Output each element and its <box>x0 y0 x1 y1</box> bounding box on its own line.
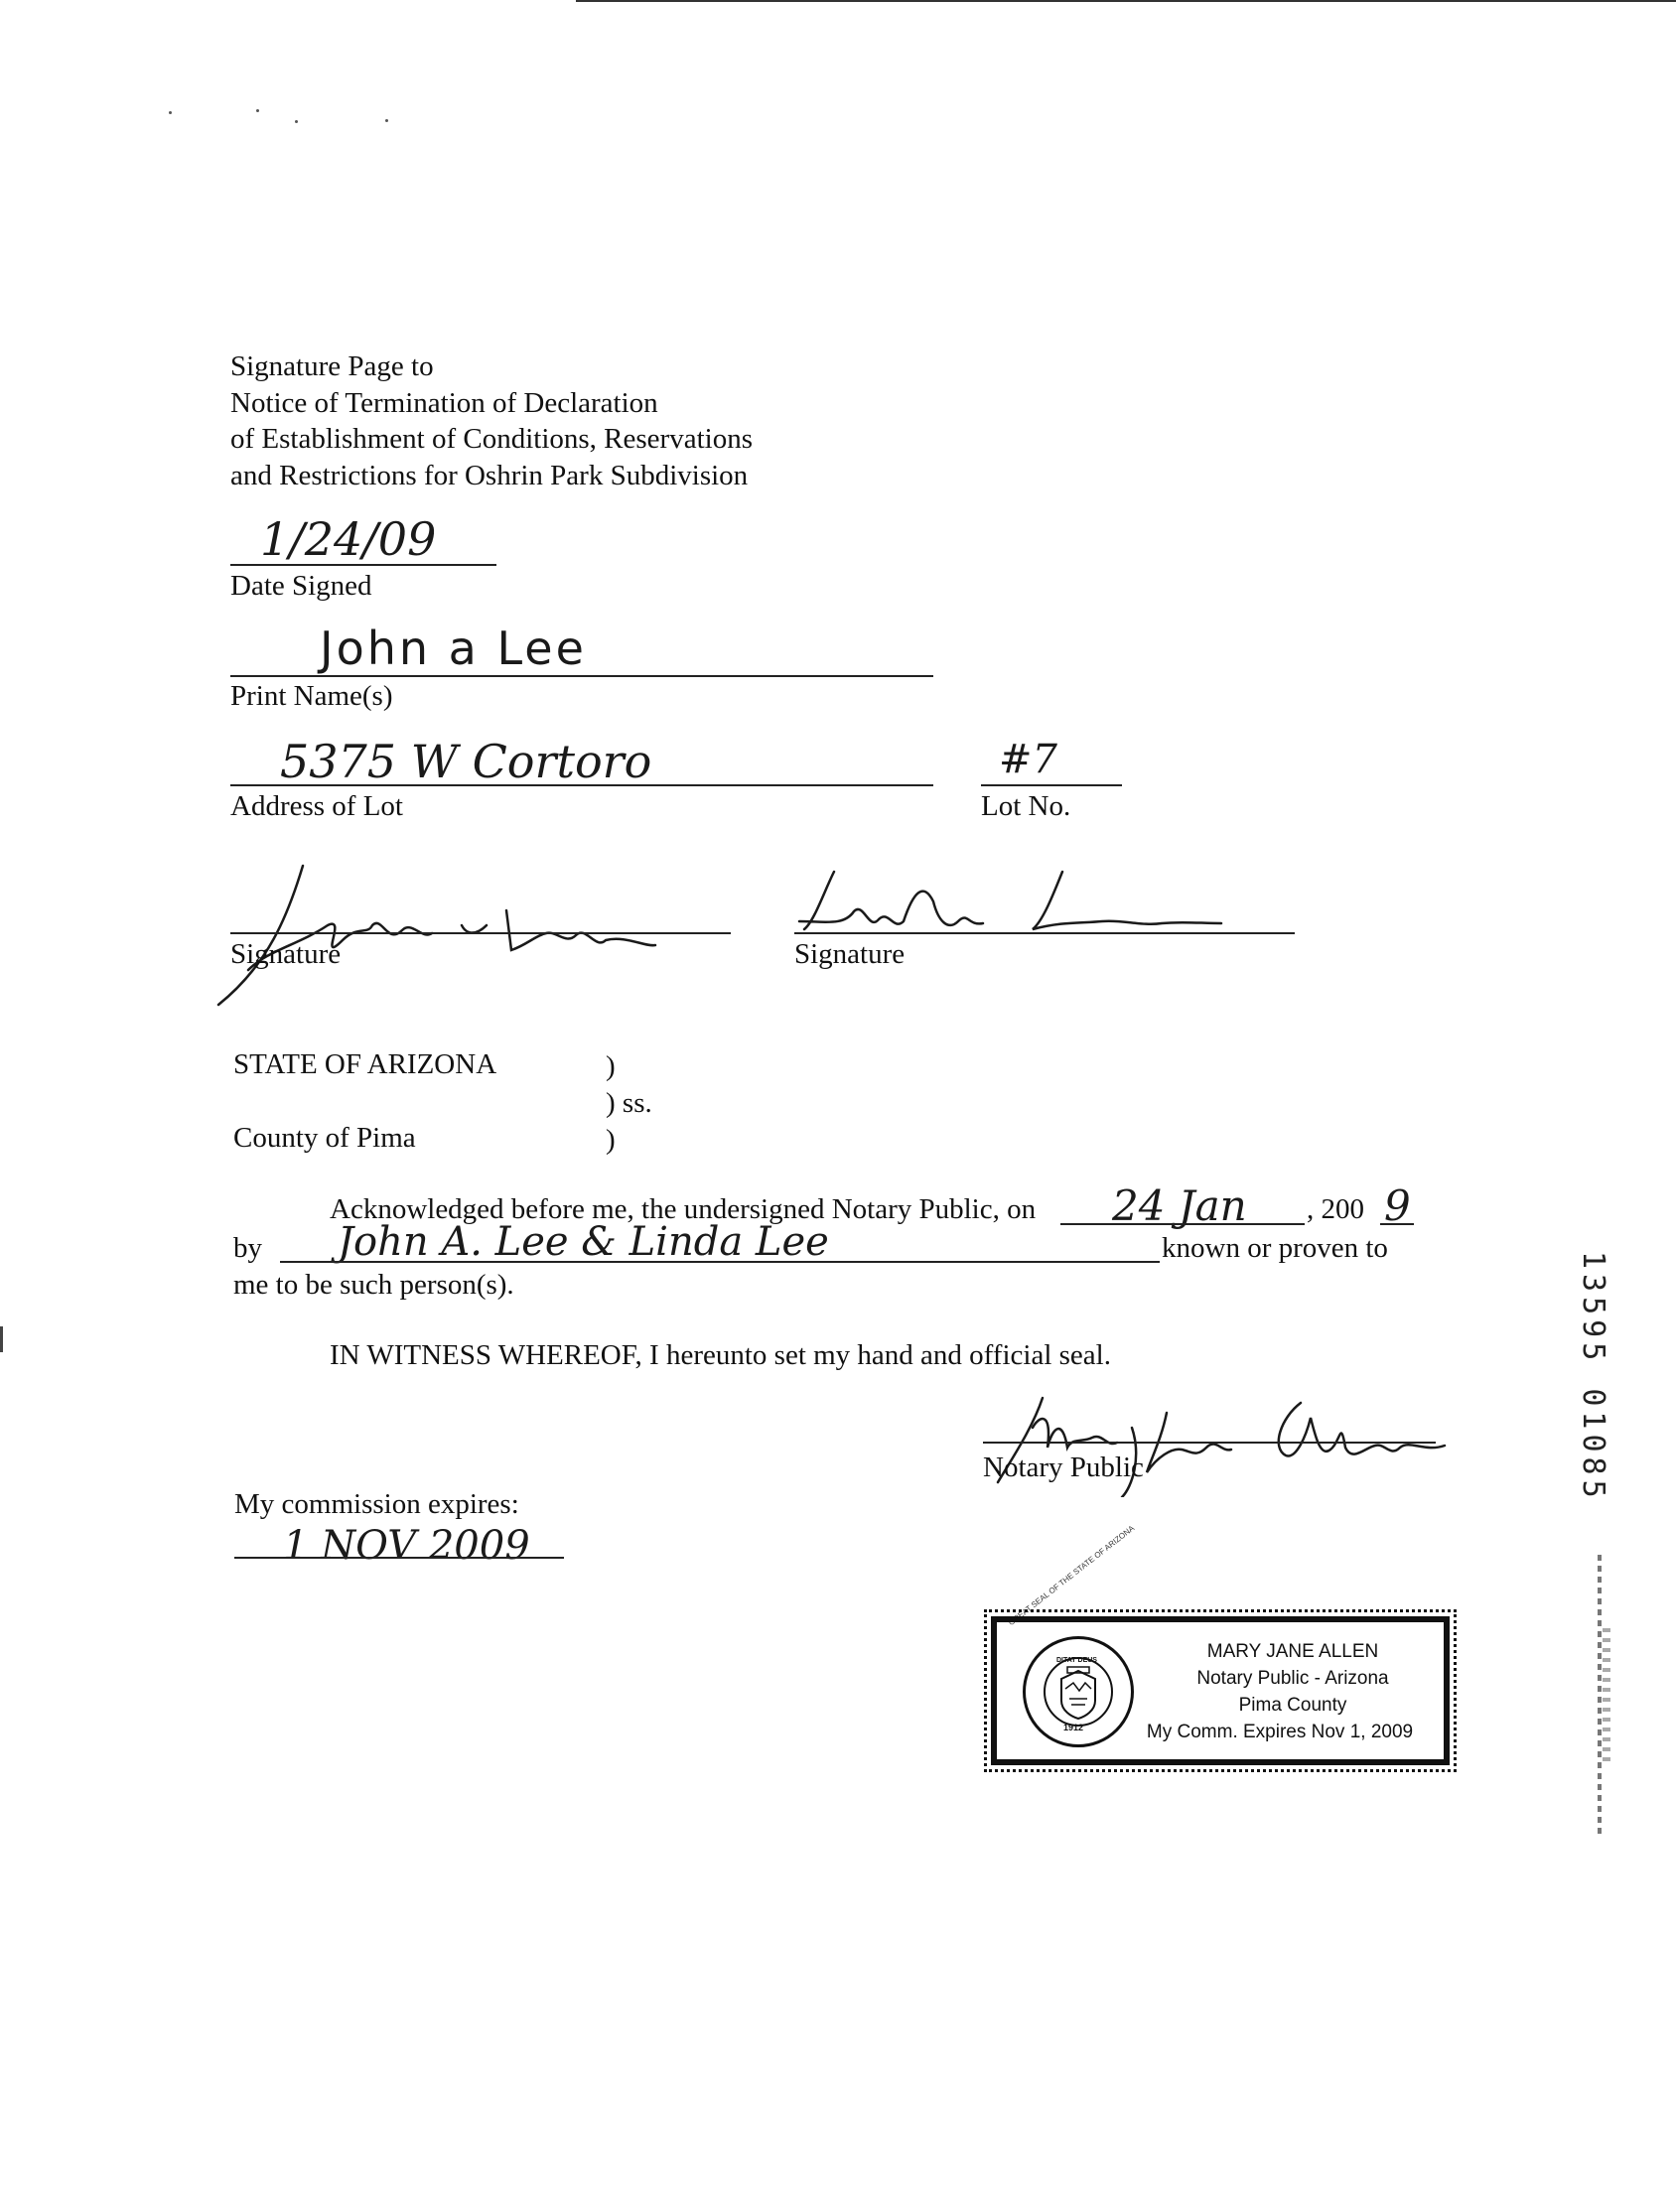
lot-value: #7 <box>999 737 1057 782</box>
address-label: Address of Lot <box>230 790 403 822</box>
lot-line <box>981 784 1122 786</box>
scan-edge-line <box>576 0 1676 2</box>
print-name-label: Print Name(s) <box>230 680 393 712</box>
seal-ring-text: GREAT SEAL OF THE STATE OF ARIZONA <box>1007 1523 1137 1628</box>
seal-year: 1912 <box>1063 1723 1084 1732</box>
commission-value: 1 NOV 2009 <box>283 1523 530 1569</box>
venue-ss: ) ss. <box>606 1087 652 1119</box>
ack-year-digit: 9 <box>1384 1181 1411 1230</box>
ack-by-label: by <box>233 1232 262 1264</box>
ack-date-line <box>1060 1223 1305 1225</box>
notary-label: Notary Public <box>983 1452 1144 1483</box>
header-line-4: and Restrictions for Oshrin Park Subdivision <box>230 460 749 491</box>
signature-1-line <box>230 932 731 934</box>
venue-paren-1: ) <box>606 1050 616 1082</box>
margin-artifact <box>1598 1555 1602 1837</box>
scan-speck <box>385 119 388 122</box>
witness-text: IN WITNESS WHEREOF, I hereunto set my hand and official seal. <box>330 1339 1111 1371</box>
print-name-value: John a Lee <box>320 622 587 675</box>
commission-label: My commission expires: <box>234 1488 519 1520</box>
ack-year-line <box>1380 1223 1414 1225</box>
ack-date-value: 24 Jan <box>1112 1181 1247 1230</box>
stamp-expires: My Comm. Expires Nov 1, 2009 <box>1146 1722 1414 1742</box>
date-signed-value: 1/24/09 <box>260 512 437 566</box>
lot-label: Lot No. <box>981 790 1071 822</box>
venue-county: County of Pima <box>233 1122 416 1154</box>
ack-line-2: me to be such person(s). <box>233 1269 514 1301</box>
signature-linda-graphic <box>784 852 1241 941</box>
stamp-county: Pima County <box>1238 1695 1347 1716</box>
commission-line <box>234 1557 564 1559</box>
header-line-1: Signature Page to <box>230 350 434 382</box>
ack-text: Acknowledged before me, the undersigned Notary Public, on <box>330 1193 1037 1225</box>
ack-known-text: known or proven to <box>1162 1232 1388 1264</box>
venue-paren-3: ) <box>606 1124 616 1156</box>
scan-edge-mark <box>0 1326 3 1352</box>
notary-stamp <box>991 1523 1450 1765</box>
signature-2-label: Signature <box>794 938 906 970</box>
date-signed-line <box>230 564 496 566</box>
ack-names-value: John A. Lee & Linda Lee <box>338 1219 829 1265</box>
date-signed-label: Date Signed <box>230 570 372 602</box>
signature-1-label: Signature <box>230 938 342 970</box>
stamp-name: MARY JANE ALLEN <box>1206 1641 1379 1662</box>
header-line-3: of Establishment of Conditions, Reservations <box>230 423 753 455</box>
ack-names-line <box>280 1261 1160 1263</box>
print-name-line <box>230 675 933 677</box>
margin-artifact <box>1603 1628 1610 1767</box>
scan-speck <box>256 109 259 112</box>
signature-john-graphic <box>209 856 665 1015</box>
ack-year-prefix: , 200 <box>1307 1193 1364 1225</box>
seal-motto: DITAT DEUS <box>1056 1657 1097 1664</box>
address-line <box>230 784 933 786</box>
header-line-2: Notice of Termination of Declaration <box>230 387 658 419</box>
address-value: 5375 W Cortoro <box>280 735 652 788</box>
stamp-title: Notary Public - Arizona <box>1196 1668 1389 1689</box>
notary-line <box>983 1442 1436 1444</box>
scan-speck <box>169 111 172 114</box>
recording-number: 13595 01085 <box>1576 1251 1610 1503</box>
signature-2-line <box>794 932 1295 934</box>
venue-state: STATE OF ARIZONA <box>233 1048 497 1080</box>
scan-speck <box>295 120 298 123</box>
